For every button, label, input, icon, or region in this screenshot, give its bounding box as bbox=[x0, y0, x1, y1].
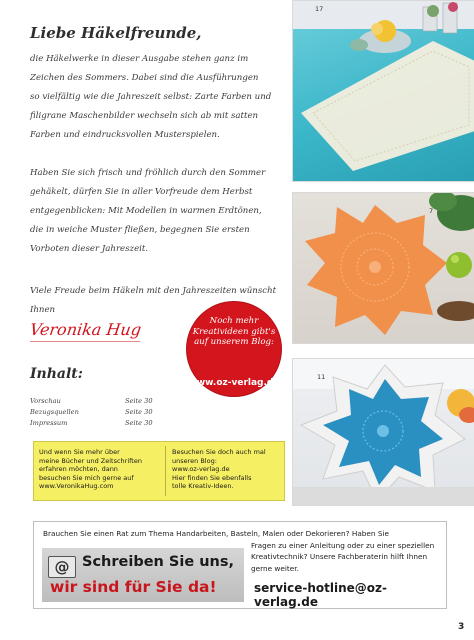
info-line: unseren Blog: bbox=[172, 456, 217, 465]
contact-intro-line: gerne weiter. bbox=[251, 563, 299, 573]
contents-item-label: Impressum bbox=[30, 419, 68, 427]
badge-line: Noch mehr bbox=[209, 316, 259, 326]
blog-badge-text bbox=[187, 316, 281, 348]
service-hotline-email-link[interactable]: service-hotline@oz-verlag.de bbox=[254, 581, 388, 609]
info-box bbox=[33, 441, 285, 501]
contact-intro-line: Brauchen Sie einen Rat zum Thema Handarbeiten, Basteln, Malen oder Dekorieren? Haben Sie bbox=[43, 529, 390, 538]
text-line: Viele Freude beim Häkeln mit den Jahreszeiten wünscht bbox=[30, 286, 277, 296]
veronikahug-link[interactable]: www.VeronikaHug.com bbox=[39, 482, 114, 491]
contents-item-bezugsquellen[interactable] bbox=[30, 408, 160, 416]
contact-box bbox=[33, 521, 447, 609]
contents-item-page: Seite 30 bbox=[125, 419, 153, 427]
text-line: so vielfältig wie die Jahreszeit selbst: Zarte Farben und bbox=[30, 92, 272, 102]
contents-item-impressum[interactable] bbox=[30, 419, 160, 427]
badge-line: Kreativideen gibt's bbox=[192, 326, 276, 337]
contact-intro-line: Fragen zu einer Anleitung oder zu einer speziellen bbox=[251, 540, 435, 550]
contact-intro-line: Kreativtechnik? Unsere Fachberaterin hilft Ihnen bbox=[251, 552, 428, 561]
text-line: Haben Sie sich frisch und fröhlich durch den Sommer bbox=[30, 168, 266, 178]
info-divider bbox=[165, 446, 166, 496]
photo-number: 17 bbox=[315, 5, 324, 13]
page-number: 3 bbox=[458, 622, 465, 632]
info-line: meine Bücher und Zeitschriften bbox=[39, 456, 142, 465]
intro-paragraph-1 bbox=[30, 50, 280, 145]
photo-number: 7 bbox=[429, 207, 434, 215]
contents-item-page: Seite 30 bbox=[125, 397, 153, 405]
text-line: Vorboten dieser Jahreszeit. bbox=[30, 244, 149, 254]
contents-title: Inhalt: bbox=[30, 366, 83, 382]
badge-line: auf unserem Blog: bbox=[194, 337, 274, 347]
contents-item-label: Bezugsquellen bbox=[30, 408, 79, 416]
write-us-banner bbox=[42, 548, 244, 602]
info-line: Hier finden Sie ebenfalls bbox=[172, 473, 252, 482]
signature: Veronika Hug bbox=[28, 320, 143, 339]
photo-orange-doily[interactable] bbox=[292, 192, 474, 344]
orange-doily-illustration bbox=[293, 193, 474, 343]
blog-badge[interactable] bbox=[187, 302, 281, 396]
info-line: Und wenn Sie mehr über bbox=[39, 448, 120, 456]
photo-blue-star-doily[interactable] bbox=[292, 358, 474, 506]
info-line: besuchen Sie mich gerne auf bbox=[39, 473, 134, 482]
info-line: erfahren möchten, dann bbox=[39, 465, 118, 474]
info-line: tolle Kreativ-Ideen. bbox=[172, 482, 234, 491]
contents-item-vorschau[interactable] bbox=[30, 397, 160, 405]
info-books bbox=[39, 448, 159, 491]
contents-item-page: Seite 30 bbox=[125, 408, 153, 416]
info-line: Besuchen Sie doch auch mal bbox=[172, 448, 266, 456]
text-line: die Häkelwerke in dieser Ausgabe stehen ganz im bbox=[30, 54, 249, 64]
write-us-heading: Schreiben Sie uns, bbox=[82, 554, 234, 570]
oz-verlag-link[interactable]: www.oz-verlag.de bbox=[172, 465, 230, 474]
at-mail-icon: @ bbox=[48, 556, 76, 578]
signature-underline bbox=[30, 341, 140, 342]
blog-url-link[interactable]: www.oz-verlag.de bbox=[188, 378, 280, 388]
text-line: filigrane Maschenbilder wechseln sich ab mit satten bbox=[30, 111, 259, 121]
text-line: die in weiche Muster fließen, begegnen Sie ersten bbox=[30, 225, 250, 235]
info-blog bbox=[172, 448, 282, 491]
table-runner-illustration bbox=[293, 1, 474, 181]
greeting-heading: Liebe Häkelfreunde, bbox=[30, 24, 202, 42]
text-line: entgegenblicken: Mit Modellen in warmen Erdtönen, bbox=[30, 206, 262, 216]
contents-item-label: Vorschau bbox=[30, 397, 61, 405]
photo-number: 11 bbox=[317, 373, 326, 381]
text-line: Zeichen des Sommers. Dabei sind die Ausführungen bbox=[30, 73, 259, 83]
text-line: Farben und eindrucksvollen Musterspielen. bbox=[30, 130, 220, 140]
photo-table-runner[interactable] bbox=[292, 0, 474, 182]
text-line: Ihnen bbox=[30, 305, 56, 315]
write-us-subheading: wir sind für Sie da! bbox=[50, 578, 217, 596]
intro-paragraph-2 bbox=[30, 164, 280, 259]
text-line: gehäkelt, dürfen Sie in aller Vorfreude dem Herbst bbox=[30, 187, 253, 197]
